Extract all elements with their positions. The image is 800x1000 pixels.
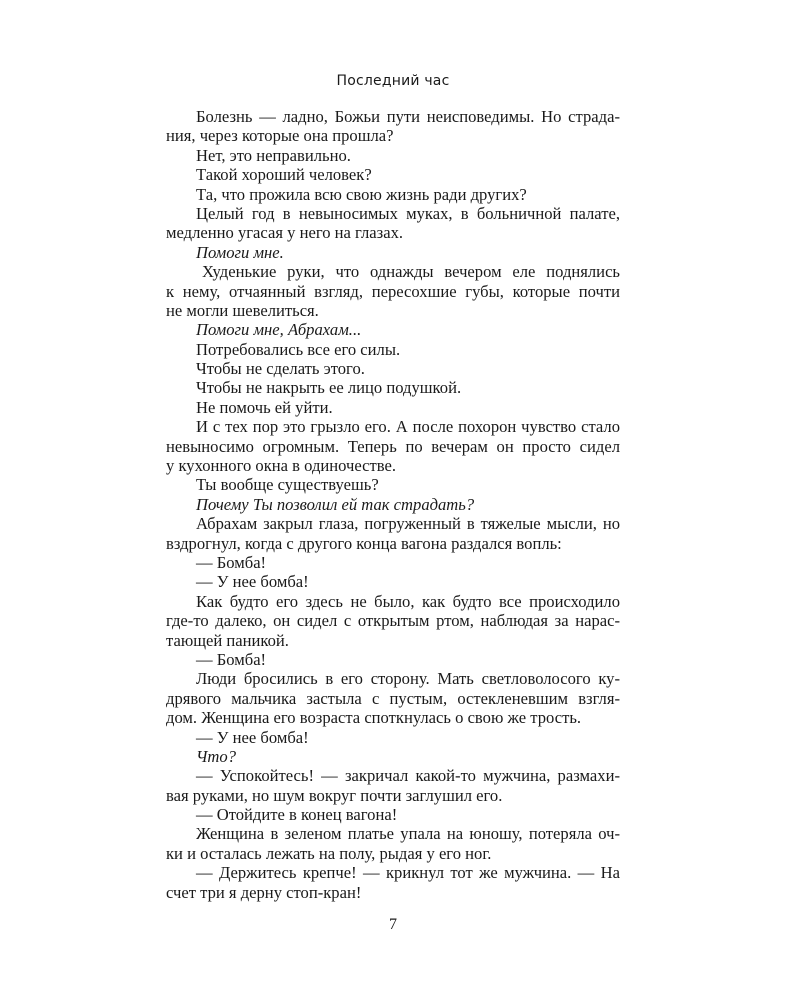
italic-text-line: Что? (196, 746, 237, 766)
dialogue-line: — У нее бомба! (196, 727, 309, 747)
text-line: Люди бросились в его сторону. Мать светловолосого ку- (196, 669, 620, 689)
italic-text-line: Помоги мне. (196, 242, 284, 262)
text-line: Такой хороший человек? (196, 165, 372, 185)
text-line: И с тех пор это грызло его. А после похорон чувство стало (196, 417, 620, 437)
text-line: Нет, это неправильно. (196, 145, 351, 165)
text-line: медленно угасая у него на глазах. (166, 223, 404, 243)
text-line: счет три я дерну стоп-кран! (166, 882, 362, 902)
text-line: Женщина в зеленом платье упала на юношу, потеряла оч- (196, 824, 620, 844)
italic-text-line: Помоги мне, Абрахам... (196, 320, 362, 340)
body-text (166, 107, 620, 902)
text-line: вздрогнул, когда с другого конца вагона раздался вопль: (166, 533, 562, 553)
text-line: у кухонного окна в одиночестве. (166, 456, 397, 476)
text-line: Болезнь — ладно, Божьи пути неисповедимы. Но страда- (196, 107, 620, 126)
text-line: Потребовались все его силы. (196, 339, 401, 359)
text-line: невыносимо огромным. Теперь по вечерам он просто сидел (166, 436, 620, 456)
text-line: дом. Женщина его возраста споткнулась о свою же трость. (166, 708, 582, 728)
text-line: вая руками, но шум вокруг почти заглушил его. (166, 785, 503, 805)
running-title: Последний час (336, 73, 450, 89)
text-line: Ты вообще существуешь? (196, 475, 379, 495)
text-line: ния, через которые она прошла? (166, 126, 394, 146)
dialogue-line: — Бомба! (196, 552, 267, 572)
text-line: тающей паникой. (166, 630, 289, 650)
text-line: где-то далеко, он сидел с открытым ртом, наблюдая за нарас- (166, 611, 620, 631)
text-line: Чтобы не сделать этого. (196, 359, 365, 379)
text-line: ки и осталась лежать на полу, рыдая у его ног. (166, 843, 492, 863)
text-line: Целый год в невыносимых муках, в больничной палате, (196, 203, 620, 223)
text-line: Худенькие руки, что однажды вечером еле поднялись (202, 262, 620, 282)
dialogue-line: — Отойдите в конец вагона! (196, 805, 398, 825)
dialogue-line: — У нее бомба! (196, 572, 309, 592)
dialogue-line: — Держитесь крепче! — крикнул тот же мужчина. — На (196, 863, 620, 883)
text-line: не могли шевелиться. (166, 300, 319, 320)
dialogue-line: — Бомба! (196, 649, 267, 669)
text-line: дрявого мальчика застыла с пустым, остекленевшим взгля- (166, 688, 620, 708)
dialogue-line: — Успокойтесь! — закричал какой-то мужчина, размахи- (196, 766, 620, 786)
text-line: Абрахам закрыл глаза, погруженный в тяжелые мысли, но (196, 514, 620, 534)
text-line: Не помочь ей уйти. (196, 397, 333, 417)
italic-text-line: Почему Ты позволил ей так страдать? (196, 494, 475, 514)
text-line: к нему, отчаянный взгляд, пересохшие губы, которые почти (166, 281, 620, 301)
text-line: Как будто его здесь не было, как будто все происходило (196, 591, 620, 611)
text-line: Та, что прожила всю свою жизнь ради других? (196, 184, 527, 204)
text-line: Чтобы не накрыть ее лицо подушкой. (196, 378, 462, 398)
page-number: 7 (389, 916, 397, 933)
